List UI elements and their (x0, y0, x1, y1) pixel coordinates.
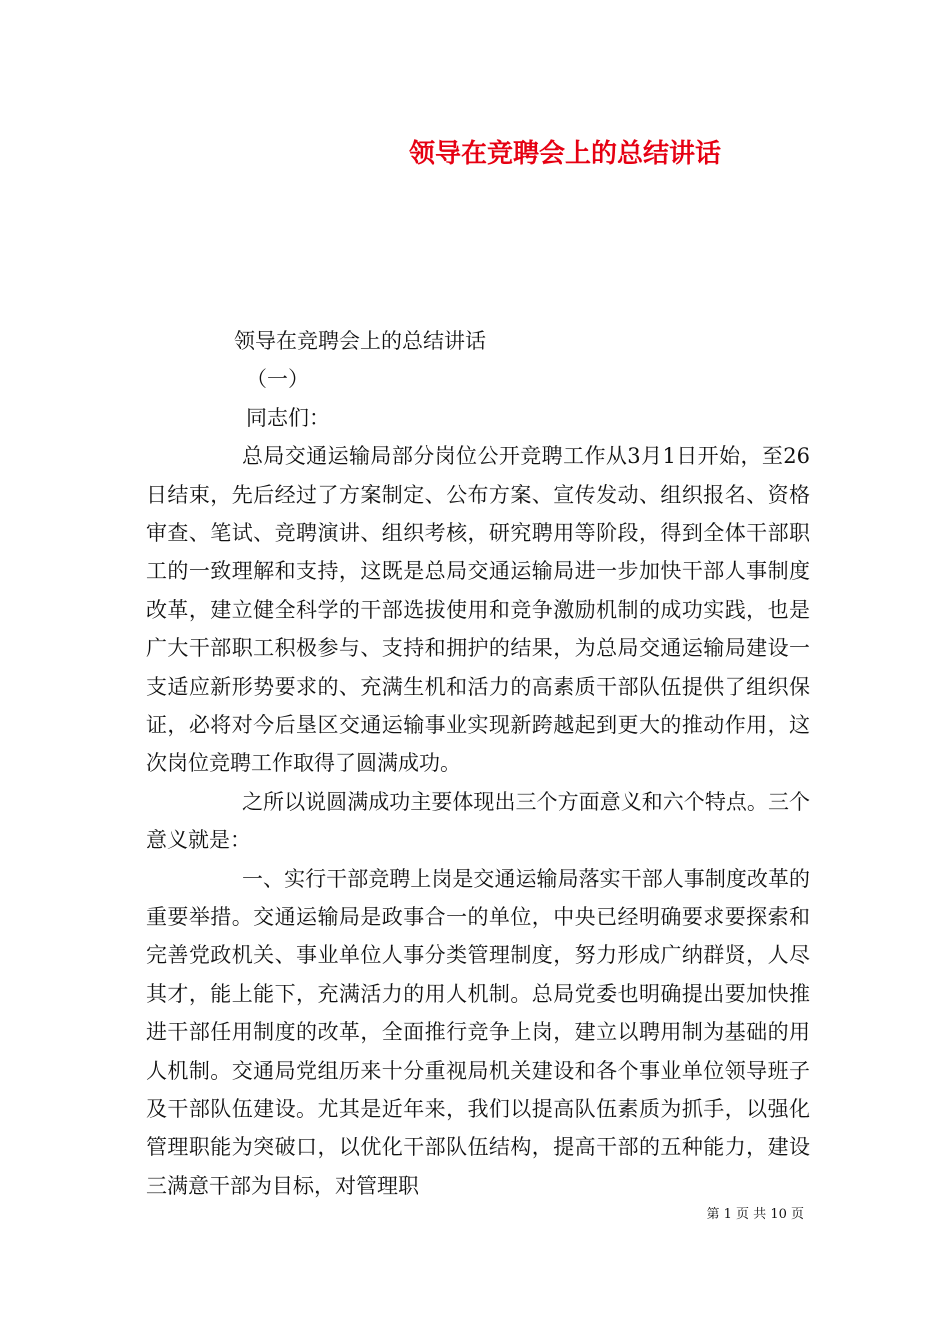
paragraph-1: 总局交通运输局部分岗位公开竞聘工作从3月1日开始，至26日结束，先后经过了方案制定、公布方案、宣传发动、组织报名、资格审查、笔试、竞聘演讲、组织考核，研究聘用等阶段，得到全体干部职工的一致理解和支持，这既是总局交通运输局进一步加快干部人事制度改革，建立健全科学的干部选拔使用和竞争激励机制的成功实践，也是广大干部职工积极参与、支持和拥护的结果，为总局交通运输局建设一支适应新形势要求的、充满生机和活力的高素质干部队伍提供了组织保证，必将对今后垦区交通运输事业实现新跨越起到更大的推动作用，这次岗位竞聘工作取得了圆满成功。 (146, 444, 810, 776)
paragraph-2: 之所以说圆满成功主要体现出三个方面意义和六个特点。三个意义就是： (146, 789, 810, 853)
section-marker: （一） (246, 367, 309, 392)
document-body (146, 322, 810, 1205)
document-subtitle: 领导在竞聘会上的总结讲话 (234, 329, 486, 353)
page-number: 第 1 页 共 10 页 (706, 1207, 804, 1222)
salutation: 同志们： (246, 405, 330, 430)
page-title: 领导在竞聘会上的总结讲话 (408, 139, 721, 169)
paragraph-3: 一、实行干部竞聘上岗是交通运输局落实干部人事制度改革的重要举措。交通运输局是政事合一的单位，中央已经明确要求要探索和完善党政机关、事业单位人事分类管理制度，努力形成广纳群贤，人尽其才，能上能下，充满活力的用人机制。总局党委也明确提出要加快推进干部任用制度的改革，全面推行竞争上岗，建立以聘用制为基础的用人机制。交通局党组历来十分重视局机关建设和各个事业单位领导班子及干部队伍建设。尤其是近年来，我们以提高队伍素质为抓手，以强化管理职能为突破口，以优化干部队伍结构，提高干部的五种能力，建设三满意干部为目标，对管理职 (146, 866, 810, 1198)
